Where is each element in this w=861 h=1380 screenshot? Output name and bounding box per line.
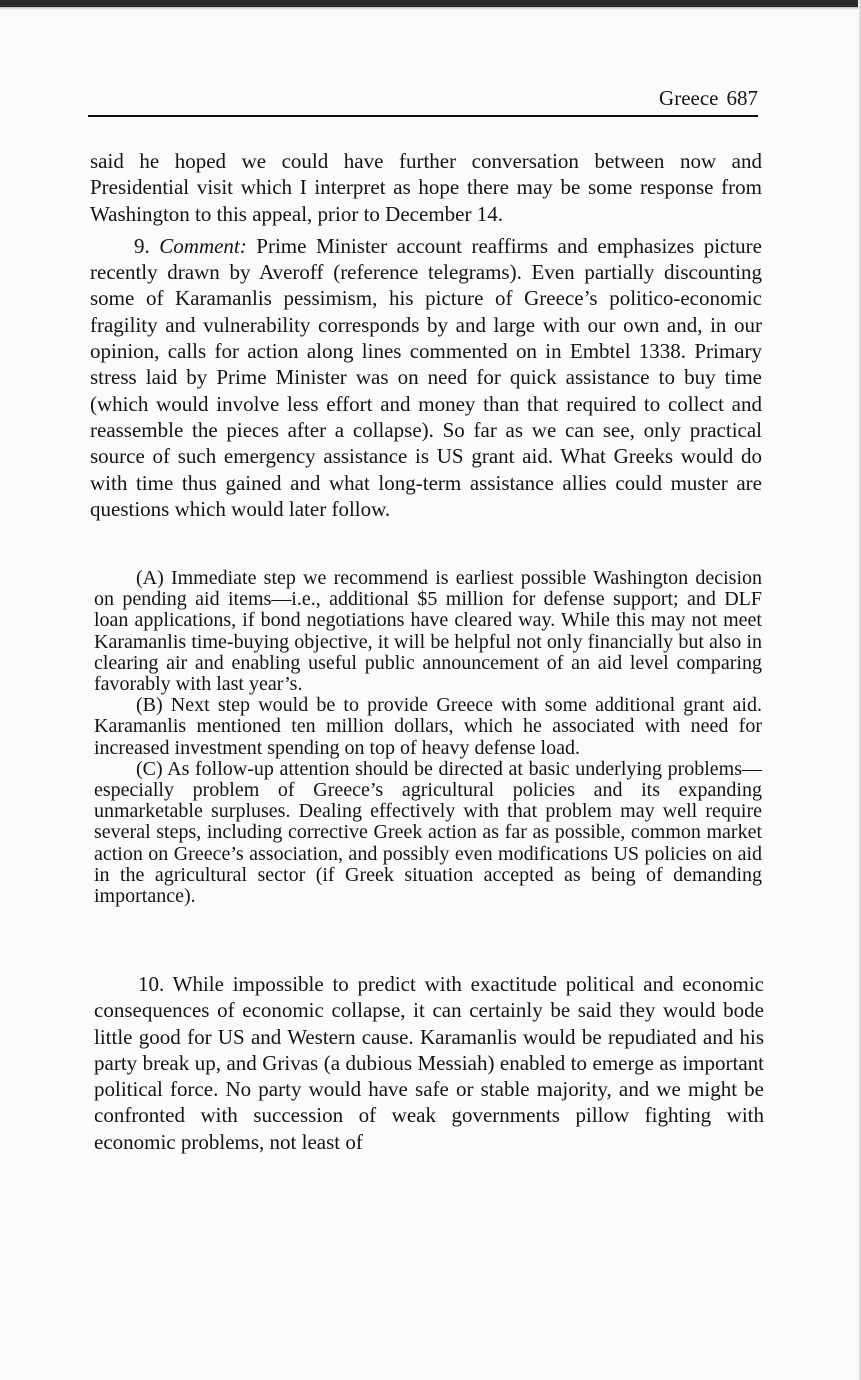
header-rule: [88, 115, 758, 117]
page-number: 687: [726, 86, 758, 110]
main-text-upper: [90, 148, 762, 522]
paragraph-9: [90, 233, 762, 522]
paragraph-10: [94, 971, 764, 1155]
paragraph-9-label: Comment:: [159, 233, 247, 258]
continuation-paragraph: said he hoped we could have further conversation between now and Presidential visit which I interpret as hope there may be some response from Washington to this appeal, prior to December 14.: [90, 149, 762, 226]
paragraph-10-number: 10.: [138, 972, 165, 996]
main-text-lower: [94, 971, 764, 1155]
paragraph-10-text: While impossible to predict with exactitude political and economic consequences of economic collapse, it can certainly be said they would bode little good for US and Western cause. Karamanlis would be repudiated and his party break up, and Grivas (a dubious Messiah) enabled to emerge as important political force. No party would have safe or stable majority, and we might be confronted with succession of weak governments pillow fighting with economic problems, not least of: [94, 972, 764, 1154]
page-top-shadow: [0, 7, 861, 10]
recommendation-a: (A) Immediate step we recommend is earliest possible Washington decision on pending aid items—i.e., additional $5 million for defense support; and DLF loan applications, if bond negotiations have cleared way. While this may not meet Karamanlis time-buying objective, it will be helpful not only financially but also in clearing air and enabling useful public announcement of an aid level comparing favorably with last year’s.: [94, 567, 762, 696]
recommendation-b: (B) Next step would be to provide Greece with some additional grant aid. Karamanlis mentioned ten million dollars, which he associated with need for increased investment spending on top of heavy defense load.: [94, 694, 762, 759]
page-top-edge: [0, 0, 861, 7]
recommendations-block: [94, 568, 762, 907]
running-head: [88, 84, 758, 114]
recommendation-c: (C) As follow-up attention should be directed at basic underlying problems—especially problem of Greece’s agricultural policies and its expanding unmarketable surpluses. Dealing effectively with that problem may well require several steps, including corrective Greek action as far as possible, common market action on Greece’s association, and possibly even modifications US policies on aid in the agricultural sector (if Greek situation accepted as being of demanding importance).: [94, 757, 762, 908]
paragraph-9-text: Prime Minister account reaffirms and emphasizes picture recently drawn by Averoff (reference telegrams). Even partially discounting some of Karamanlis pessimism, his picture of Greece’s politico-economic fragility and vulnerability corresponds by and large with our own and, in our opinion, calls for action along lines commented on in Embtel 1338. Primary stress laid by Prime Minister was on need for quick assistance to buy time (which would involve less effort and money than that required to collect and reassemble the pieces after a collapse). So far as we can see, only practical source of such emergency assistance is US grant aid. What Greeks would do with time thus gained and what long-term assistance allies could muster are questions which would later follow.: [90, 233, 762, 521]
paragraph-9-number: 9.: [134, 233, 150, 258]
running-head-section: Greece: [659, 86, 719, 110]
